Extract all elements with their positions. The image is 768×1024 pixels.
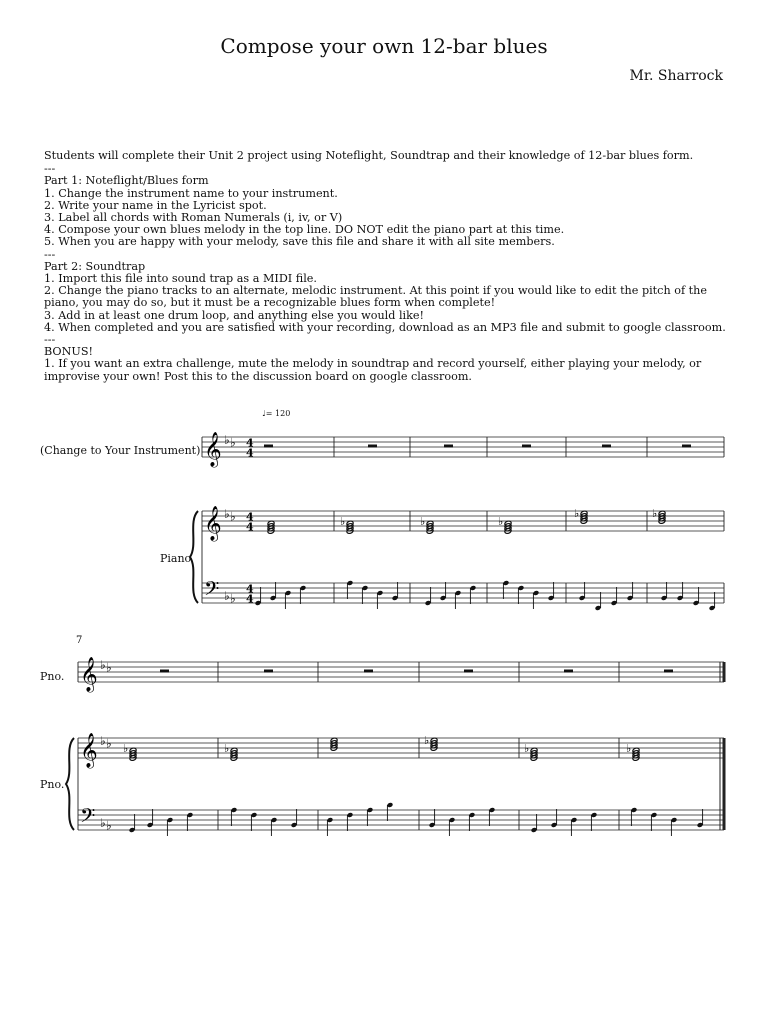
bass-clef-icon: 𝄢 (204, 577, 220, 605)
time-sig-top: 4 (246, 582, 254, 596)
instrument-label-system2: Pno. (40, 670, 65, 683)
instruction-line: 2. Change the piano tracks to an alternate, melodic instrument. At this point if you would like to edit the pitch of the piano, you may do so, but it must be a recognizable blues form when complete! (44, 284, 707, 310)
flat-sign: ♭ (498, 515, 504, 528)
time-sig-top: 4 (246, 436, 254, 450)
piano-label-system1: Piano (160, 552, 192, 565)
key-flat-sign: ♭ (106, 818, 112, 833)
instruction-line: --- (44, 333, 56, 347)
page-title: Compose your own 12-bar blues (220, 34, 548, 58)
whole-rest (364, 670, 373, 673)
bass-clef-icon: 𝄢 (80, 804, 96, 832)
key-flat-sign: ♭ (224, 507, 230, 521)
flat-sign: ♭ (340, 515, 346, 528)
instruction-line: Students will complete their Unit 2 project using Noteflight, Soundtrap and their knowledge of 12-bar blues form. (44, 149, 694, 162)
whole-rest (664, 670, 673, 673)
key-flat-sign: ♭ (230, 509, 236, 524)
key-flat-sign: ♭ (230, 435, 236, 450)
instrument-label-system1: (Change to Your Instrument) (40, 444, 201, 457)
instruction-line: --- (44, 247, 56, 261)
composer-name: Mr. Sharrock (629, 68, 723, 84)
time-sig-bottom: 4 (246, 592, 254, 606)
instruction-line: 3. Add in at least one drum loop, and anything else you would like! (44, 308, 425, 322)
piano-label-system2: Pno. (40, 778, 65, 791)
treble-clef-icon: 𝄞 (80, 657, 98, 692)
key-flat-sign: ♭ (100, 734, 106, 748)
key-flat-sign: ♭ (100, 658, 106, 672)
whole-rest (564, 670, 573, 673)
instruction-line: Part 1: Noteflight/Blues form (44, 174, 209, 188)
time-sig-top: 4 (246, 510, 254, 524)
instruction-line: --- (44, 162, 56, 176)
measure-number: 7 (76, 635, 83, 646)
whole-rest (160, 670, 169, 673)
whole-rest (264, 670, 273, 673)
key-flat-sign: ♭ (224, 433, 230, 447)
time-sig-bottom: 4 (246, 520, 254, 534)
flat-sign: ♭ (424, 734, 430, 747)
flat-sign: ♭ (123, 742, 129, 755)
flat-sign: ♭ (420, 515, 426, 528)
whole-rest (682, 445, 691, 448)
key-flat-sign: ♭ (106, 736, 112, 751)
whole-rest (368, 445, 377, 448)
key-flat-sign: ♭ (106, 660, 112, 675)
key-flat-sign: ♭ (100, 816, 106, 830)
instruction-line: 1. If you want an extra challenge, mute the melody in soundtrap and record yourself, either playing your melody, or improvise your own! Post this to the discussion board on google classroom. (44, 357, 702, 383)
instruction-line: Part 2: Soundtrap (44, 259, 146, 273)
whole-rest (464, 670, 473, 673)
instruction-line: 1. Change the instrument name to your instrument. (44, 186, 338, 200)
instruction-line: 4. Compose your own blues melody in the top line. DO NOT edit the piano part at this time. (44, 223, 565, 237)
flat-sign: ♭ (574, 507, 580, 520)
instruction-line: 3. Label all chords with Roman Numerals (i, iv, or V) (44, 211, 343, 225)
key-flat-sign: ♭ (230, 591, 236, 606)
key-flat-sign: ♭ (224, 589, 230, 603)
piano-brace (66, 738, 74, 830)
instruction-line: 2. Write your name in the Lyricist spot. (44, 198, 267, 212)
whole-rest (264, 445, 273, 448)
instruction-line: 4. When completed and you are satisfied with your recording, download as an MP3 file and submit to google classroom. (44, 320, 726, 334)
flat-sign: ♭ (224, 742, 230, 755)
whole-rest (444, 445, 453, 448)
instruction-line: 5. When you are happy with your melody, save this file and share it with all site members. (44, 235, 555, 249)
time-sig-bottom: 4 (246, 446, 254, 460)
quarter-note-icon: ♩ (262, 409, 266, 418)
treble-clef-icon: 𝄞 (204, 432, 222, 467)
treble-clef-icon: 𝄞 (80, 733, 98, 768)
instruction-line: 1. Import this file into sound trap as a MIDI file. (44, 272, 317, 286)
instruction-line: BONUS! (44, 345, 93, 359)
flat-sign: ♭ (626, 742, 632, 755)
treble-clef-icon: 𝄞 (204, 506, 222, 541)
piano-brace (190, 511, 198, 603)
whole-rest (522, 445, 531, 448)
flat-sign: ♭ (652, 507, 658, 520)
flat-sign: ♭ (524, 742, 530, 755)
tempo-text: = 120 (265, 409, 291, 418)
whole-rest (602, 445, 611, 448)
